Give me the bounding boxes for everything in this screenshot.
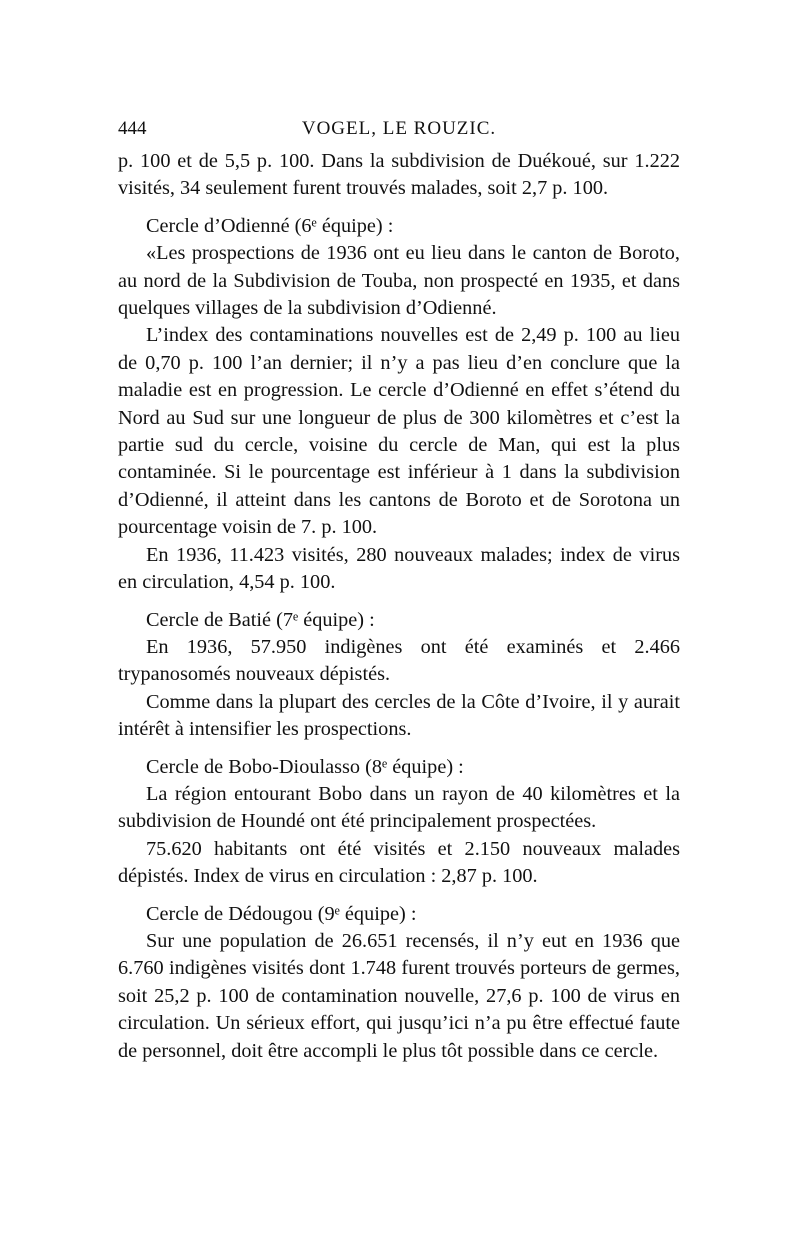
paragraph: «Les prospections de 1936 ont eu lieu dans le canton de Boroto, au nord de la Subdivision de Touba, non prospecté en 1935, et dans quelques villages de la subdivision d’Odienné. [118,242,680,320]
section-heading-odienne: Cercle d’Odienné (6ᵉ équipe) : [146,214,394,237]
document-page [118,118,680,1065]
paragraph: En 1936, 11.423 visités, 280 nouveaux malades; index de virus en circulation, 4,54 p. 100. [118,543,680,594]
running-head: VOGEL, LE ROUZIC. [301,118,497,139]
paragraph: L’index des contaminations nouvelles est de 2,49 p. 100 au lieu de 0,70 p. 100 l’an dernier; il n’y a pas lieu d’en conclure que la maladie est en progression. Le cercle d’Odienné en effet s’étend du Nord au Sud sur une longueur de plus de 300 kilomètres et c’est la partie sud du cercle, voisine du cercle de Man, qui est la plus contaminée. Si le pourcentage est inférieur à 1 dans la subdivision d’Odienné, il atteint dans les cantons de Boroto et de Sorotona un pourcentage voisin de 7. p. 100. [118,324,680,539]
section-heading-bobo-dioulasso: Cercle de Bobo-Dioulasso (8ᵉ équipe) : [146,755,464,778]
paragraph: Sur une population de 26.651 recensés, il n’y eut en 1936 que 6.760 indigènes visités dont 1.748 furent trouvés porteurs de germes, soit 25,2 p. 100 de contamination nouvelle, 27,6 p. 100 de virus en circulation. Un sérieux effort, qui jusqu’ici n’a pu être effectué faute de personnel, doit être accompli le plus tôt possible dans ce cercle. [118,929,680,1062]
page-number: 444 [118,118,147,139]
page-header [118,118,680,148]
section-heading-dedougou: Cercle de Dédougou (9ᵉ équipe) : [146,902,417,925]
body-text [118,148,680,1065]
paragraph: Comme dans la plupart des cercles de la Côte d’Ivoire, il y aurait intérêt à intensifier les prospections. [118,690,680,741]
paragraph: La région entourant Bobo dans un rayon de 40 kilomètres et la subdivision de Houndé ont été principalement prospectées. [118,782,680,833]
paragraph: 75.620 habitants ont été visités et 2.150 nouveaux malades dépistés. Index de virus en circulation : 2,87 p. 100. [118,837,680,888]
paragraph: p. 100 et de 5,5 p. 100. Dans la subdivision de Duékoué, sur 1.222 visités, 34 seulement furent trouvés malades, soit 2,7 p. 100. [118,150,680,200]
section-heading-batie: Cercle de Batié (7ᵉ équipe) : [146,608,375,631]
paragraph: En 1936, 57.950 indigènes ont été examinés et 2.466 trypanosomés nouveaux dépistés. [118,635,680,686]
